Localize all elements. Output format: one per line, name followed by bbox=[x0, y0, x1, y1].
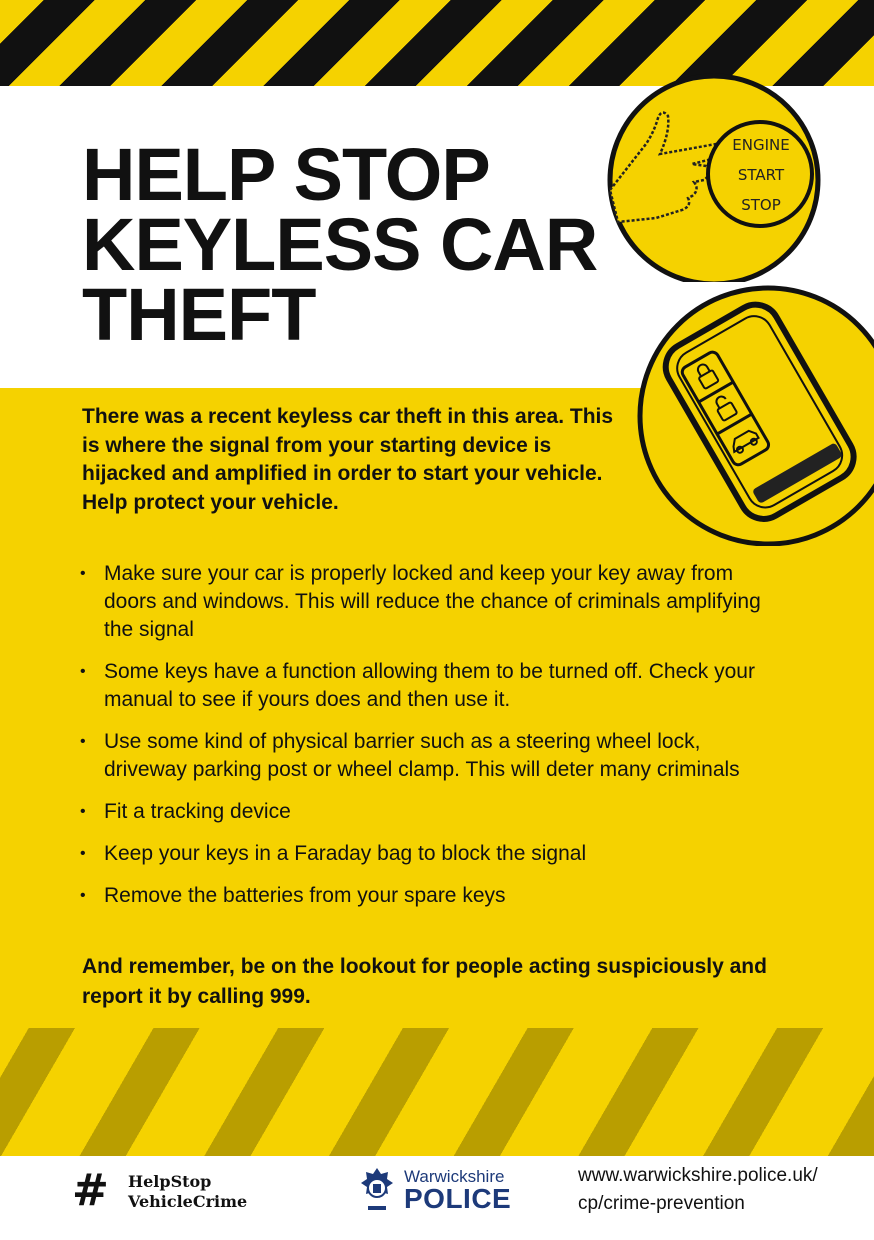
police-logo bbox=[356, 1164, 536, 1216]
hashtag-icon: # bbox=[72, 1165, 109, 1216]
tip-text: Fit a tracking device bbox=[104, 800, 291, 823]
engine-label: ENGINE bbox=[732, 136, 790, 154]
engine-start-button-icon bbox=[708, 122, 812, 226]
engine-start-illustration bbox=[596, 72, 840, 282]
police-crest-icon bbox=[356, 1166, 398, 1214]
hashtag-line-1: HelpStop bbox=[128, 1172, 212, 1191]
website-line-1: www.warwickshire.police.uk/ bbox=[578, 1165, 818, 1186]
tip-item bbox=[80, 840, 780, 868]
bullet-dot: • bbox=[80, 733, 86, 750]
bullet-dot: • bbox=[80, 565, 86, 582]
bullet-dot: • bbox=[80, 887, 86, 904]
hazard-stripe-bottom bbox=[0, 1028, 874, 1156]
police-wordmark: POLICE bbox=[404, 1183, 512, 1214]
tip-text: Remove the batteries from your spare keys bbox=[104, 884, 506, 907]
tip-item bbox=[80, 882, 780, 910]
page-title bbox=[82, 133, 598, 356]
stop-label: STOP bbox=[741, 196, 781, 214]
tip-item bbox=[80, 798, 780, 826]
website-line-2: cp/crime-prevention bbox=[578, 1193, 745, 1214]
tip-text: Make sure your car is properly locked and keep your key away from doors and windows. This will reduce the chance of criminals amplifying the signal bbox=[104, 562, 761, 641]
hashtag-text bbox=[128, 1172, 247, 1212]
tip-text: Use some kind of physical barrier such as a steering wheel lock, driveway parking post or wheel clamp. This will deter many criminals bbox=[104, 730, 740, 781]
tips-list bbox=[80, 560, 780, 924]
tip-text: Keep your keys in a Faraday bag to block the signal bbox=[104, 842, 587, 865]
tip-text: Some keys have a function allowing them to be turned off. Check your manual to see if yours does and then use it. bbox=[104, 660, 755, 711]
hashtag-logo bbox=[72, 1166, 292, 1216]
title-line-1: HELP STOP bbox=[82, 133, 490, 216]
title-line-3: THEFT bbox=[82, 273, 316, 356]
website-url bbox=[578, 1162, 818, 1218]
bullet-dot: • bbox=[80, 803, 86, 820]
intro-paragraph: There was a recent keyless car theft in this area. This is where the signal from your starting device is hijacked and amplified in order to start your vehicle. Help protect your vehicle. bbox=[82, 405, 614, 514]
start-label: START bbox=[737, 166, 785, 184]
tip-item bbox=[80, 658, 780, 714]
bullet-dot: • bbox=[80, 663, 86, 680]
bullet-dot: • bbox=[80, 845, 86, 862]
title-line-2: KEYLESS CAR bbox=[82, 203, 598, 286]
closing-paragraph: And remember, be on the lookout for people acting suspiciously and report it by calling 999. bbox=[82, 955, 767, 1008]
tip-item bbox=[80, 728, 780, 784]
hashtag-line-2: VehicleCrime bbox=[128, 1192, 248, 1211]
tip-item bbox=[80, 560, 780, 644]
key-fob-illustration bbox=[634, 282, 874, 546]
police-region: Warwickshire bbox=[404, 1167, 505, 1186]
